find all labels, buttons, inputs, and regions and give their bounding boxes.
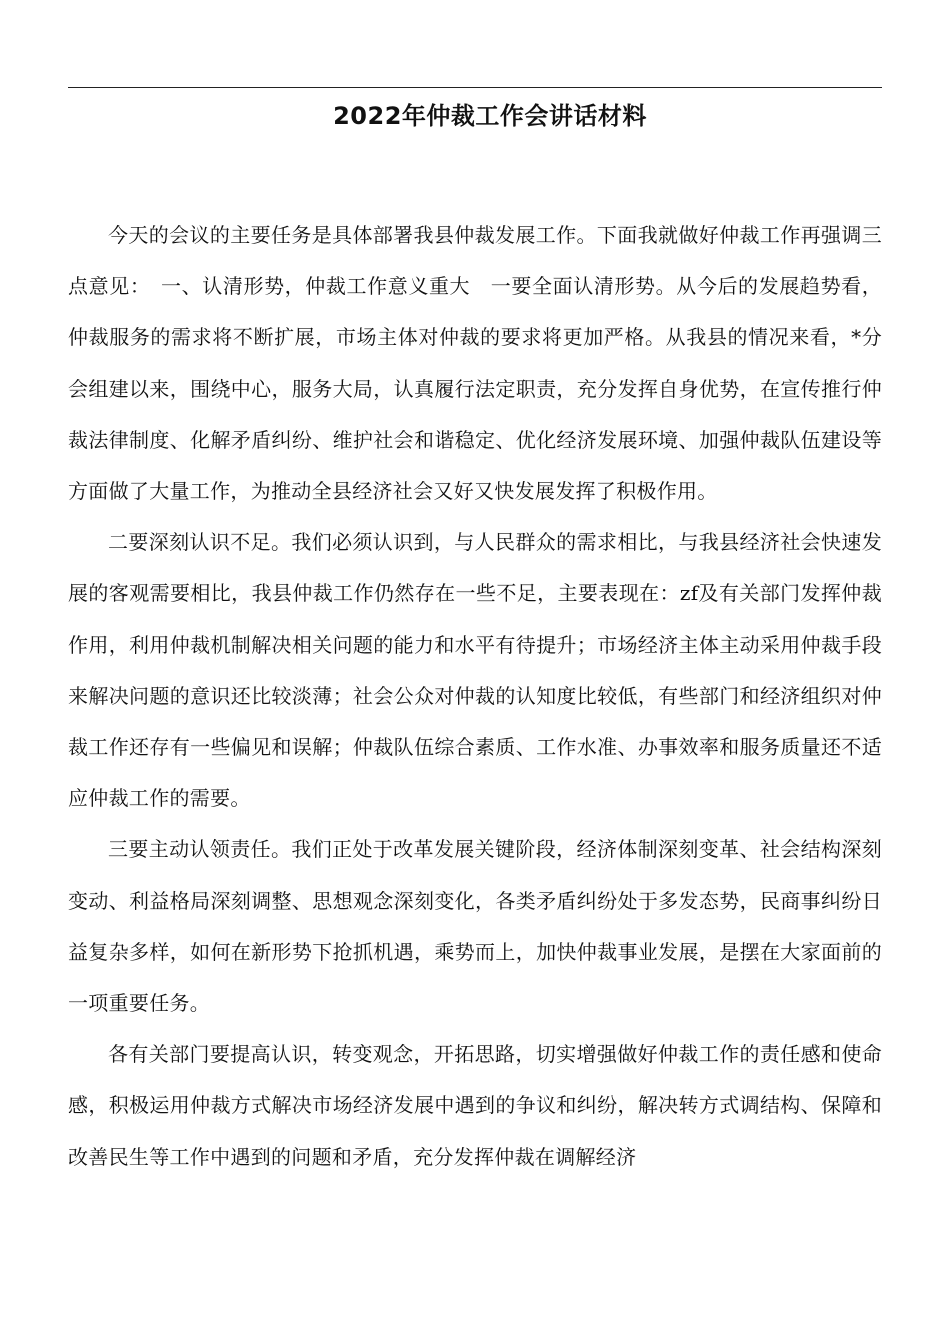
paragraph-3: 三要主动认领责任。我们正处于改革发展关键阶段，经济体制深刻变革、社会结构深刻变动、利益格局深刻调整、思想观念深刻变化，各类矛盾纠纷处于多发态势，民商事纠纷日益复杂多样，如何在新形势下抢抓机遇，乘势而上，加快仲裁事业发展，是摆在大家面前的一项重要任务。 [68,837,882,1016]
paragraph-4: 各有关部门要提高认识，转变观念，开拓思路，切实增强做好仲裁工作的责任感和使命感，积极运用仲裁方式解决市场经济发展中遇到的争议和纠纷，解决转方式调结构、保障和改善民生等工作中遇到的问题和矛盾，充分发挥仲裁在调解经济 [68,1042,882,1169]
paragraph-1: 今天的会议的主要任务是具体部署我县仲裁发展工作。下面我就做好仲裁工作再强调三点意见： 一、认清形势，仲裁工作意义重大 一要全面认清形势。从今后的发展趋势看，仲裁服务的需求将不断扩展，市场主体对仲裁的要求将更加严格。从我县的情况来看，*分会组建以来，围绕中心，服务大局，认真履行法定职责，充分发挥自身优势，在宣传推行仲裁法律制度、化解矛盾纠纷、维护社会和谐稳定、优化经济发展环境、加强仲裁队伍建设等方面做了大量工作，为推动全县经济社会又好又快发展发挥了积极作用。 [68,223,882,504]
paragraph-2: 二要深刻认识不足。我们必须认识到，与人民群众的需求相比，与我县经济社会快速发展的客观需要相比，我县仲裁工作仍然存在一些不足，主要表现在：zf及有关部门发挥仲裁作用，利用仲裁机制解决相关问题的能力和水平有待提升；市场经济主体主动采用仲裁手段来解决问题的意识还比较淡薄；社会公众对仲裁的认知度比较低，有些部门和经济组织对仲裁工作还存有一些偏见和误解；仲裁队伍综合素质、工作水准、办事效率和服务质量还不适应仲裁工作的需要。 [68,530,882,811]
document-title: 2022年仲裁工作会讲话材料 [333,102,647,130]
header-rule [68,87,882,88]
document-body [68,210,882,1183]
